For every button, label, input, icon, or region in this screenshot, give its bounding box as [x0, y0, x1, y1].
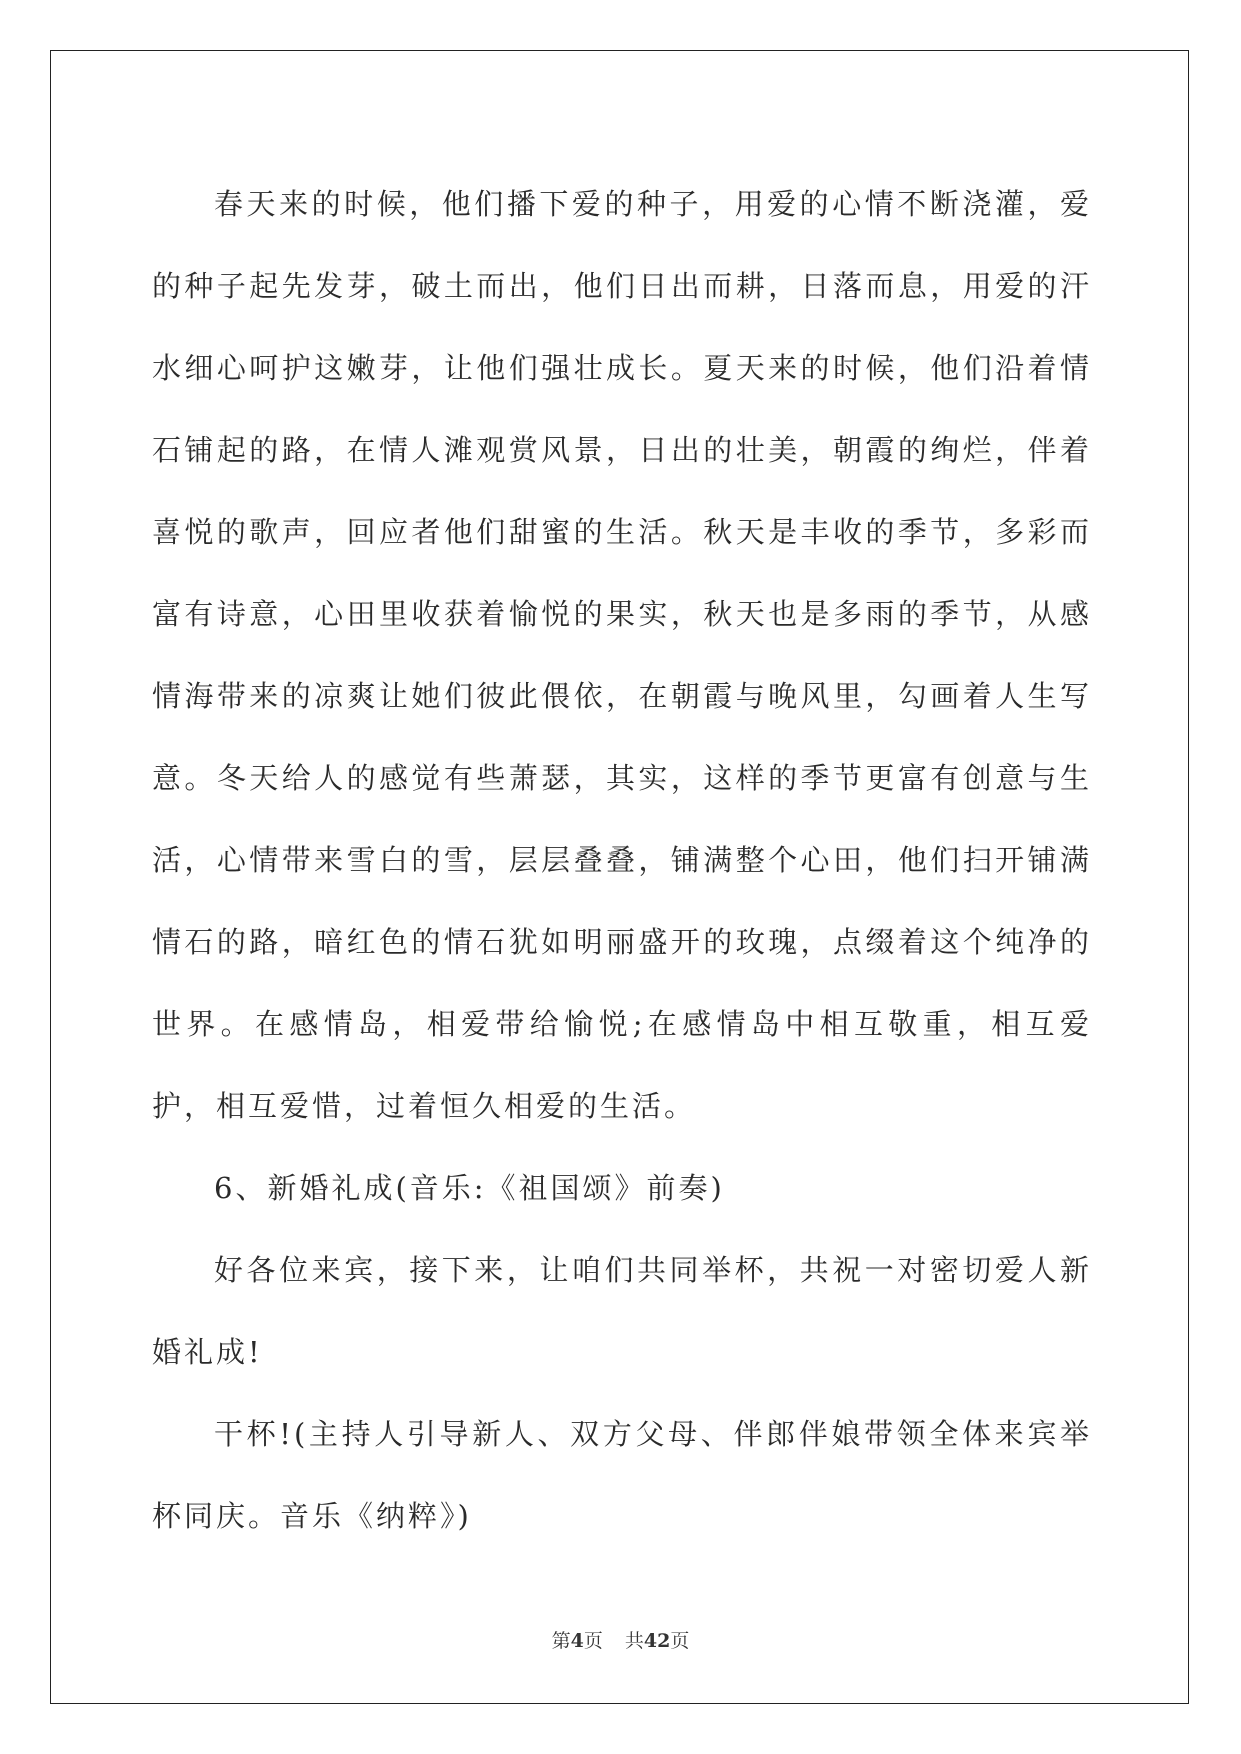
page-prefix: 第 [551, 1630, 571, 1652]
paragraph-seasons: 春天来的时候，他们播下爱的种子，用爱的心情不断浇灌，爱的种子起先发芽，破土而出，他们日出而耕，日落而息，用爱的汗水细心呵护这嫩芽，让他们强壮成长。夏天来的时候，他们沿着情石铺起的路，在情人滩观赏风景，日出的壮美，朝霞的绚烂，伴着喜悦的歌声，回应者他们甜蜜的生活。秋天是丰收的季节，多彩而富有诗意，心田里收获着愉悦的果实，秋天也是多雨的季节，从感情海带来的凉爽让她们彼此偎依，在朝霞与晚风里，勾画着人生写意。冬天给人的感觉有些萧瑟，其实，这样的季节更富有创意与生活，心情带来雪白的雪，层层叠叠，铺满整个心田，他们扫开铺满情石的路，暗红色的情石犹如明丽盛开的玫瑰，点缀着这个纯净的世界。在感情岛，相爱带给愉悦;在感情岛中相互敬重，相互爱护，相互爱惜，过着恒久相爱的生活。 [152, 187, 1092, 1123]
page-footer [0, 1626, 1241, 1653]
paragraph-cheers: 干杯!(主持人引导新人、双方父母、伴郎伴娘带领全体来宾举杯同庆。音乐《纳粹》) [152, 1417, 1092, 1533]
document-body [152, 163, 1092, 1557]
paragraph-section-heading: 6、新婚礼成(音乐:《祖国颂》前奏) [214, 1171, 725, 1205]
page-number: 4 [570, 1630, 584, 1652]
page-suffix: 页 [583, 1630, 603, 1652]
paragraph-toast-invite: 好各位来宾，接下来，让咱们共同举杯，共祝一对密切爱人新婚礼成! [152, 1253, 1092, 1369]
total-prefix: 共 [624, 1630, 644, 1652]
total-pages: 42 [643, 1630, 671, 1652]
total-suffix: 页 [670, 1630, 690, 1652]
